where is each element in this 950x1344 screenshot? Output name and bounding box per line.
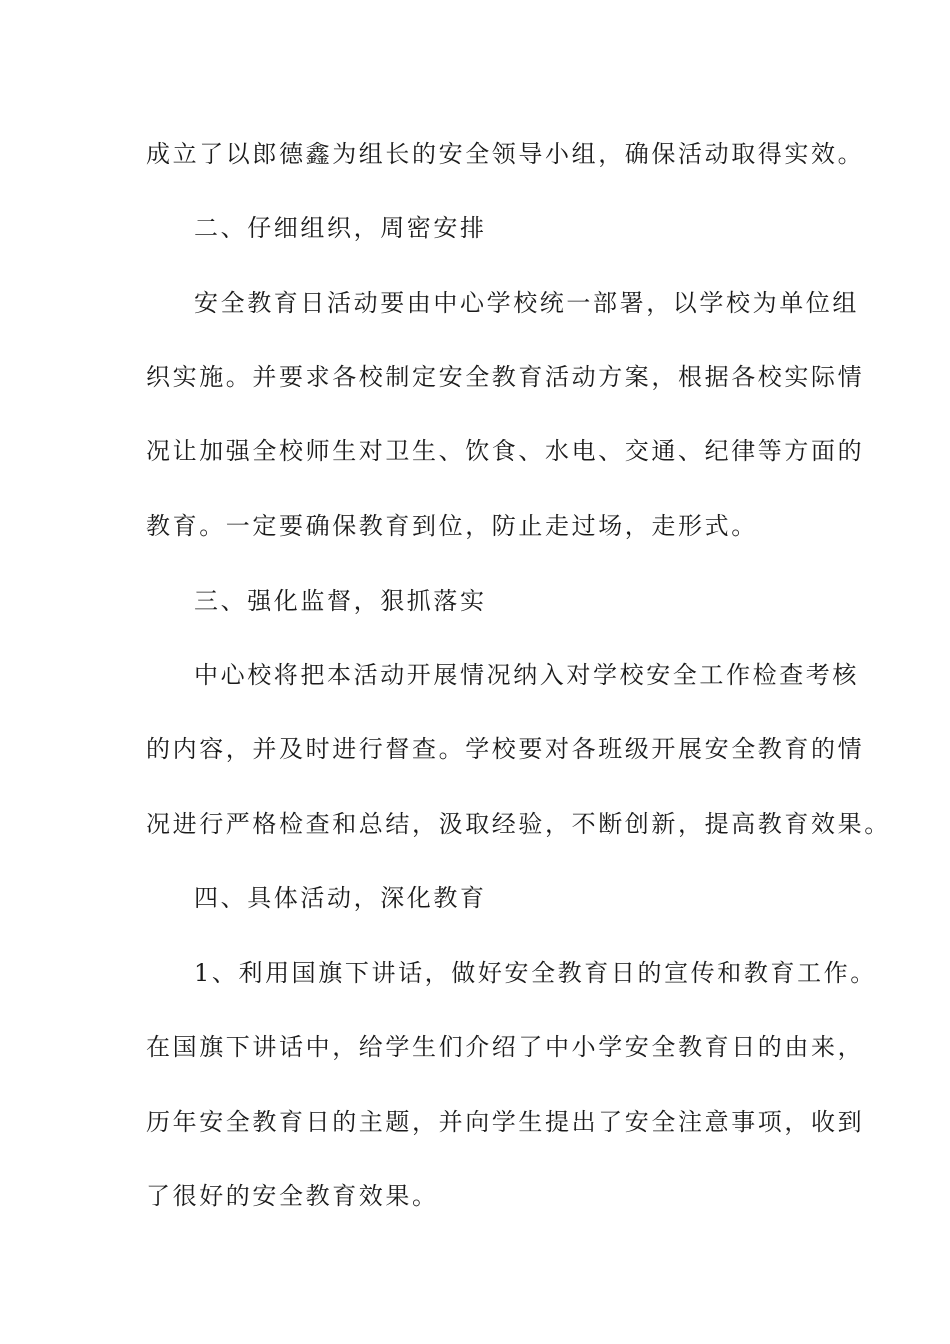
paragraph-line: 织实施。并要求各校制定安全教育活动方案，根据各校实际情 [146, 363, 865, 391]
paragraph-line: 况让加强全校师生对卫生、饮食、水电、交通、纪律等方面的 [146, 437, 865, 465]
paragraph-line: 历年安全教育日的主题，并向学生提出了安全注意事项，收到 [146, 1108, 865, 1136]
paragraph-line: 的内容，并及时进行督查。学校要对各班级开展安全教育的情 [146, 735, 865, 763]
paragraph-line: 1、利用国旗下讲话，做好安全教育日的宣传和教育工作。 [194, 959, 877, 987]
section-heading-4: 四、具体活动，深化教育 [194, 884, 487, 912]
paragraph-line: 教育。一定要确保教育到位，防止走过场，走形式。 [146, 512, 758, 540]
paragraph-line: 在国旗下讲话中，给学生们介绍了中小学安全教育日的由来， [146, 1033, 865, 1061]
paragraph-line: 成立了以郎德鑫为组长的安全领导小组，确保活动取得实效。 [146, 140, 865, 168]
paragraph-line: 安全教育日活动要由中心学校统一部署，以学校为单位组 [194, 289, 859, 317]
section-heading-3: 三、强化监督，狠抓落实 [194, 587, 487, 615]
paragraph-line: 了很好的安全教育效果。 [146, 1182, 439, 1210]
paragraph-line: 中心校将把本活动开展情况纳入对学校安全工作检查考核 [194, 661, 859, 689]
paragraph-line: 况进行严格检查和总结，汲取经验，不断创新，提高教育效果。 [146, 810, 891, 838]
section-heading-2: 二、仔细组织，周密安排 [194, 214, 487, 242]
